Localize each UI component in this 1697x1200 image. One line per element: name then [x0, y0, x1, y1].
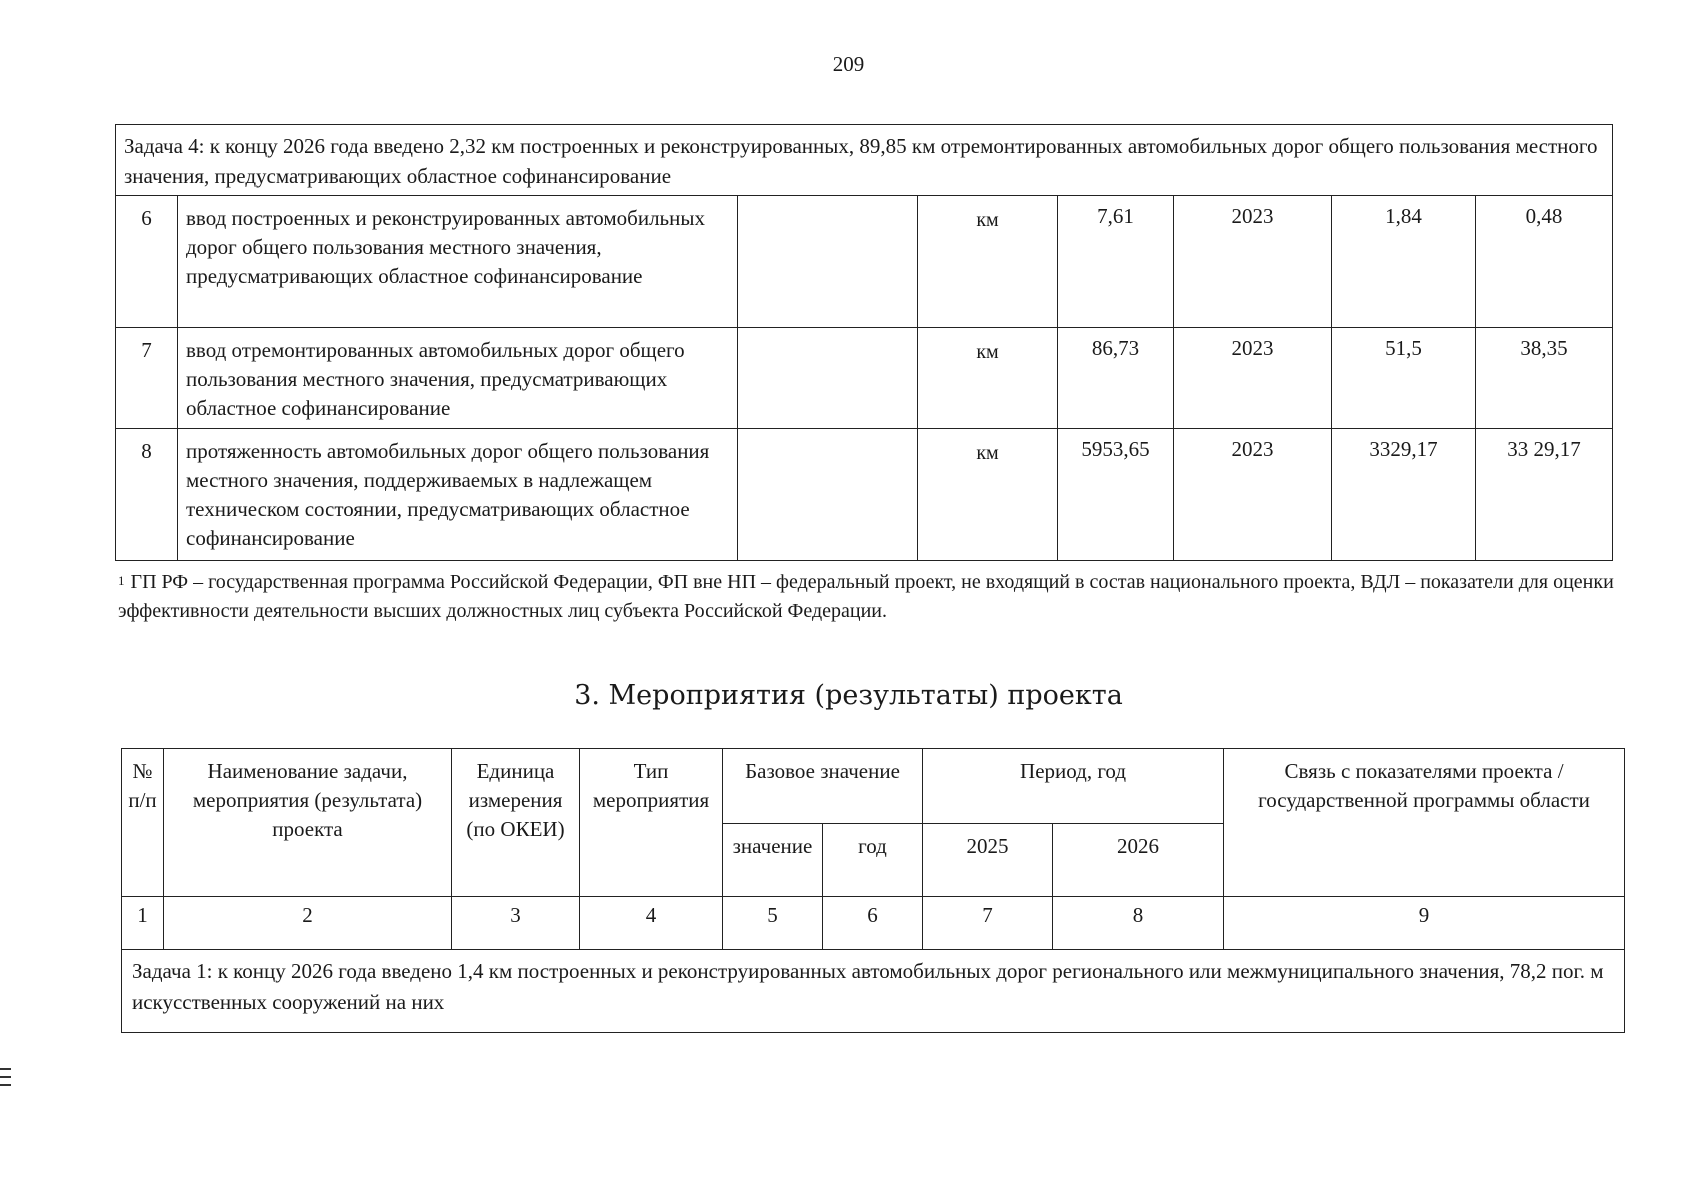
base-year: 2023 — [1174, 328, 1332, 429]
header-row — [122, 749, 1625, 824]
table-row — [116, 328, 1613, 429]
measures-table — [121, 748, 1625, 1033]
indicator-type — [738, 429, 918, 561]
footnote-text: ГП РФ – государственная программа Российской Федерации, ФП вне НП – федеральный проект, не входящий в состав национального проекта, ВДЛ – показатели для оценки эффективности деятельности высших должностных лиц субъекта Российской Федерации. — [118, 571, 1614, 622]
value-2026: 33 29,17 — [1476, 429, 1613, 561]
task-row — [116, 125, 1613, 196]
column-number: 2 — [164, 897, 452, 950]
header-period: Период, год — [923, 749, 1224, 824]
header-num: № п/п — [122, 749, 164, 897]
task-1-text: Задача 1: к концу 2026 года введено 1,4 км построенных и реконструированных автомобильных дорог регионального или межмуниципального значения, 78,2 пог. м искусственных сооружений на них — [122, 950, 1625, 1033]
indicator-unit: км — [918, 328, 1058, 429]
column-number: 9 — [1224, 897, 1625, 950]
indicator-name: ввод построенных и реконструированных автомобильных дорог общего пользования местного значения, предусматривающих областное софинансирование — [178, 196, 738, 328]
header-base-value: значение — [723, 824, 823, 897]
indicators-table — [115, 124, 1613, 561]
value-2025: 51,5 — [1332, 328, 1476, 429]
table-row — [116, 429, 1613, 561]
indicator-unit: км — [918, 196, 1058, 328]
indicator-type — [738, 328, 918, 429]
section-title: 3. Мероприятия (результаты) проекта — [574, 680, 1123, 711]
table-row — [116, 196, 1613, 328]
header-name: Наименование задачи, мероприятия (результата) проекта — [164, 749, 452, 897]
column-number: 3 — [452, 897, 580, 950]
column-number: 8 — [1053, 897, 1224, 950]
column-number: 4 — [580, 897, 723, 950]
footnote-marker: 1 — [118, 573, 125, 588]
row-number: 6 — [116, 196, 178, 328]
task-row — [122, 950, 1625, 1033]
value-2025: 1,84 — [1332, 196, 1476, 328]
base-value: 86,73 — [1058, 328, 1174, 429]
column-number: 6 — [823, 897, 923, 950]
task-4-text: Задача 4: к концу 2026 года введено 2,32 км построенных и реконструированных, 89,85 км отремонтированных автомобильных дорог общего пользования местного значения, предусматривающих областное софинансирование — [116, 125, 1613, 196]
footnote — [118, 568, 1618, 626]
margin-mark — [0, 1068, 11, 1092]
indicator-name: протяженность автомобильных дорог общего пользования местного значения, поддерживаемых в надлежащем техническом состоянии, предусматривающих областное софинансирование — [178, 429, 738, 561]
base-value: 7,61 — [1058, 196, 1174, 328]
value-2026: 0,48 — [1476, 196, 1613, 328]
row-number: 7 — [116, 328, 178, 429]
page-number: 209 — [832, 52, 865, 76]
header-base-year: год — [823, 824, 923, 897]
column-number: 1 — [122, 897, 164, 950]
indicator-name: ввод отремонтированных автомобильных дорог общего пользования местного значения, предусматривающих областное софинансирование — [178, 328, 738, 429]
header-base: Базовое значение — [723, 749, 923, 824]
indicator-type — [738, 196, 918, 328]
row-number: 8 — [116, 429, 178, 561]
header-unit: Единица измерения (по ОКЕИ) — [452, 749, 580, 897]
base-year: 2023 — [1174, 196, 1332, 328]
header-type: Тип мероприятия — [580, 749, 723, 897]
column-number: 7 — [923, 897, 1053, 950]
value-2026: 38,35 — [1476, 328, 1613, 429]
header-2026: 2026 — [1053, 824, 1224, 897]
base-value: 5953,65 — [1058, 429, 1174, 561]
column-number: 5 — [723, 897, 823, 950]
value-2025: 3329,17 — [1332, 429, 1476, 561]
column-number-row — [122, 897, 1625, 950]
indicator-unit: км — [918, 429, 1058, 561]
header-link: Связь с показателями проекта / государственной программы области — [1224, 749, 1625, 897]
base-year: 2023 — [1174, 429, 1332, 561]
header-2025: 2025 — [923, 824, 1053, 897]
